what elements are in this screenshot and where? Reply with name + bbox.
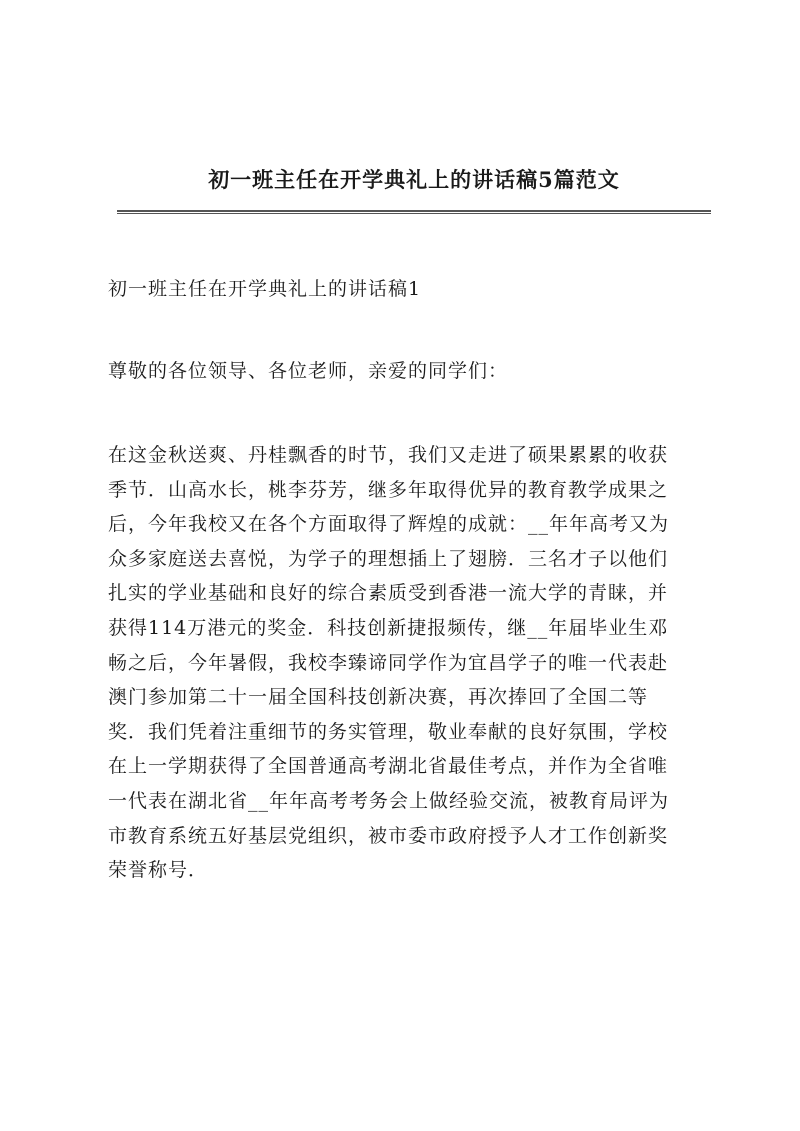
section-heading: 初一班主任在开学典礼上的讲话稿1 xyxy=(108,278,422,300)
body-line: 季节．山高水长，桃李芬芳，继多年取得优异的教育教学成果之 xyxy=(108,478,669,501)
body-line: 澳门参加第二十一届全国科技创新决赛，再次捧回了全国二等 xyxy=(108,686,649,709)
body-line: 市教育系统五好基层党组织，被市委市政府授予人才工作创新奖 xyxy=(108,824,669,847)
body-line: 奖．我们凭着注重细节的务实管理，敬业奉献的良好氛围，学校 xyxy=(108,720,669,743)
body-line: 获得114万港元的奖金．科技创新捷报频传，继__年届毕业生邓 xyxy=(108,616,669,639)
body-line: 荣誉称号． xyxy=(108,859,209,882)
body-line: 畅之后，今年暑假，我校李臻谛同学作为宜昌学子的唯一代表赴 xyxy=(108,651,669,674)
body-line: 在上一学期获得了全国普通高考湖北省最佳考点，并作为全省唯 xyxy=(108,755,669,778)
body-line: 扎实的学业基础和良好的综合素质受到香港一流大学的青睐，并 xyxy=(108,582,669,605)
document-title: 初一班主任在开学典礼上的讲话稿5篇范文 xyxy=(208,167,620,192)
salutation: 尊敬的各位领导、各位老师，亲爱的同学们： xyxy=(108,360,509,382)
body-line: 众多家庭送去喜悦，为学子的理想插上了翅膀．三名才子以他们 xyxy=(108,547,669,570)
body-line: 后，今年我校又在各个方面取得了辉煌的成就：__年年高考又为 xyxy=(108,513,670,536)
body-paragraph xyxy=(108,438,710,888)
body-line: 在这金秋送爽、丹桂飘香的时节，我们又走进了硕果累累的收获 xyxy=(108,444,669,466)
title-divider xyxy=(117,210,711,214)
body-line: 一代表在湖北省__年年高考考务会上做经验交流，被教育局评为 xyxy=(108,789,670,812)
